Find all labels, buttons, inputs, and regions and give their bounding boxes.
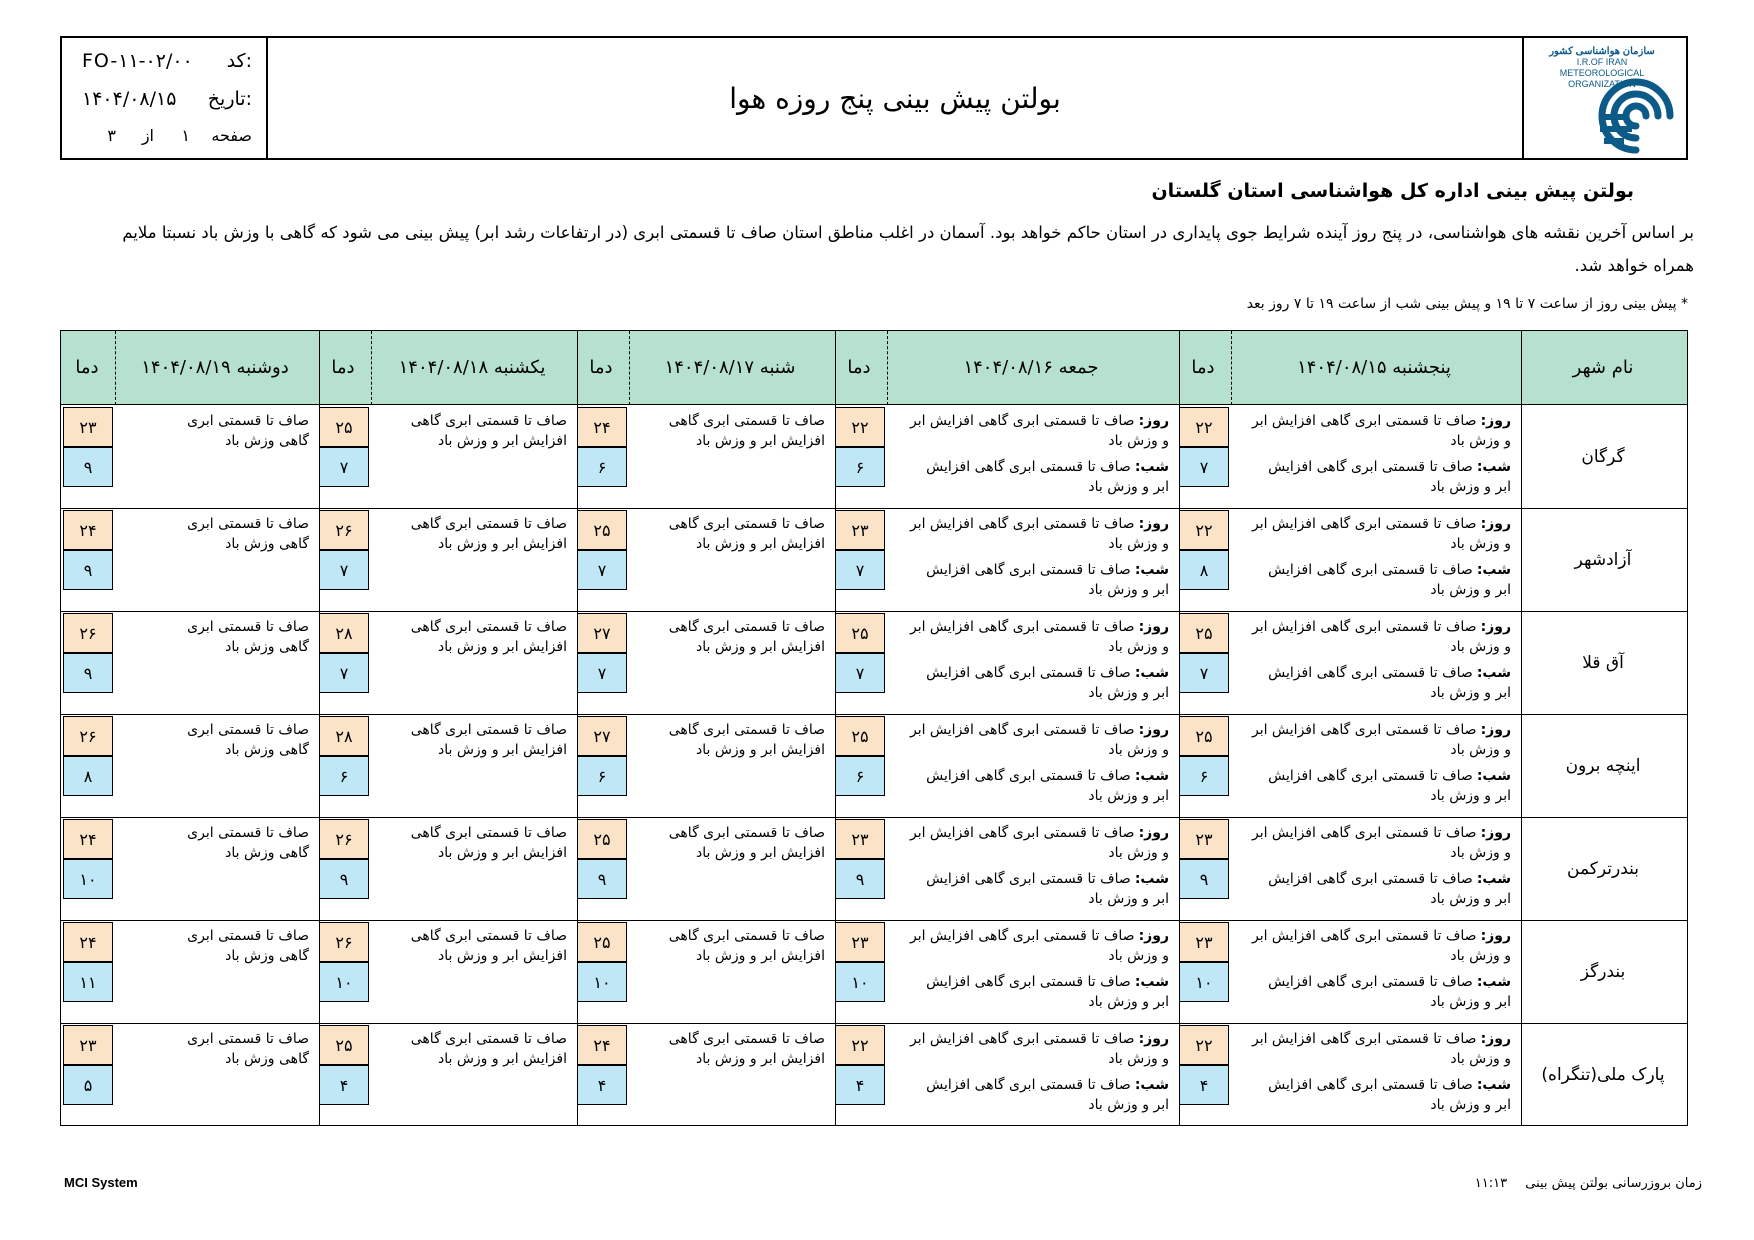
- max-temp: ۲۷: [577, 613, 627, 653]
- night-label: شب:: [1476, 768, 1511, 784]
- max-temp: ۲۲: [835, 1025, 885, 1065]
- max-temp: ۲۶: [319, 510, 369, 550]
- day-condition-text: صاف تا قسمتی ابری گاهی افزایش ابر و وزش باد: [909, 1031, 1169, 1067]
- code-row: [62, 44, 266, 78]
- logo-en-text-1: I.R.OF IRAN: [1576, 57, 1628, 67]
- condition-text: صاف تا قسمتی ابری گاهی افزایش ابر و وزش باد: [410, 413, 567, 449]
- min-temp: ۴: [1179, 1065, 1229, 1105]
- condition-night: [1251, 457, 1511, 497]
- temp-header-3: دما: [575, 331, 627, 405]
- min-temp: ۶: [835, 447, 885, 487]
- day-label: روز:: [1138, 413, 1169, 429]
- max-temp: ۲۲: [1179, 510, 1229, 550]
- night-label: شب:: [1476, 665, 1511, 681]
- footer-system: MCI System: [64, 1175, 138, 1190]
- org-logo: [1522, 38, 1686, 158]
- max-temp: ۲۵: [1179, 716, 1229, 756]
- day-label: روز:: [1480, 516, 1511, 532]
- row-line: [61, 508, 1687, 509]
- condition-day: [907, 1029, 1169, 1069]
- condition-text: صاف تا قسمتی ابری گاهی افزایش ابر و وزش باد: [410, 516, 567, 552]
- night-condition-text: صاف تا قسمتی ابری گاهی افزایش ابر و وزش باد: [1268, 768, 1511, 804]
- condition-text: صاف تا قسمتی ابری گاهی افزایش ابر و وزش باد: [668, 619, 825, 655]
- night-label: شب:: [1134, 974, 1169, 990]
- row-line: [61, 714, 1687, 715]
- night-label: شب:: [1134, 871, 1169, 887]
- night-label: شب:: [1134, 1077, 1169, 1093]
- max-temp: ۲۸: [319, 613, 369, 653]
- night-label: شب:: [1134, 665, 1169, 681]
- max-temp: ۲۲: [1179, 1025, 1229, 1065]
- condition-night: [907, 560, 1169, 600]
- condition-text: صاف تا قسمتی ابری گاهی افزایش ابر و وزش باد: [410, 1031, 567, 1067]
- night-label: شب:: [1476, 562, 1511, 578]
- day-label: روز:: [1138, 928, 1169, 944]
- condition-text: صاف تا قسمتی ابری گاهی افزایش ابر و وزش باد: [410, 722, 567, 758]
- max-temp: ۲۲: [1179, 407, 1229, 447]
- logo-fa-text: سازمان هواشناسی کشور: [1549, 46, 1655, 57]
- min-temp: ۱۰: [577, 962, 627, 1002]
- condition-day: [907, 926, 1169, 966]
- day-header-3: شنبه ۱۴۰۴/۰۸/۱۷: [627, 331, 833, 405]
- condition-text: صاف تا قسمتی ابری گاهی وزش باد: [187, 413, 309, 449]
- day-condition-text: صاف تا قسمتی ابری گاهی افزایش ابر و وزش باد: [1251, 928, 1511, 964]
- condition-night: [907, 457, 1169, 497]
- night-condition-text: صاف تا قسمتی ابری گاهی افزایش ابر و وزش باد: [1268, 562, 1511, 598]
- max-temp: ۲۵: [577, 819, 627, 859]
- section-heading: بولتن پیش بینی اداره کل هواشناسی استان گلستان: [1151, 180, 1634, 202]
- page-row: [62, 120, 266, 154]
- condition-text: صاف تا قسمتی ابری گاهی افزایش ابر و وزش باد: [668, 413, 825, 449]
- page-of: از: [141, 126, 154, 145]
- max-temp: ۲۳: [835, 922, 885, 962]
- max-temp: ۲۵: [1179, 613, 1229, 653]
- day-label: روز:: [1480, 722, 1511, 738]
- city-name: اینچه برون: [1565, 755, 1641, 776]
- forecast-table: [60, 330, 1688, 1126]
- row-line: [61, 920, 1687, 921]
- condition-day: [1251, 720, 1511, 760]
- night-condition-text: صاف تا قسمتی ابری گاهی افزایش ابر و وزش باد: [926, 768, 1169, 804]
- header-divider: [887, 331, 888, 405]
- condition-day: [1251, 514, 1511, 554]
- condition-day: [907, 823, 1169, 863]
- min-temp: ۶: [319, 756, 369, 796]
- day-header-5: دوشنبه ۱۴۰۴/۰۸/۱۹: [113, 331, 317, 405]
- min-temp: ۱۰: [1179, 962, 1229, 1002]
- night-condition-text: صاف تا قسمتی ابری گاهی افزایش ابر و وزش باد: [1268, 871, 1511, 907]
- night-label: شب:: [1476, 459, 1511, 475]
- day-condition-text: صاف تا قسمتی ابری گاهی افزایش ابر و وزش باد: [1251, 619, 1511, 655]
- night-label: شب:: [1476, 1077, 1511, 1093]
- temp-header-1: دما: [1177, 331, 1229, 405]
- max-temp: ۲۴: [577, 1025, 627, 1065]
- night-label: شب:: [1476, 974, 1511, 990]
- night-label: شب:: [1134, 459, 1169, 475]
- day-label: روز:: [1480, 928, 1511, 944]
- city-name: بندرترکمن: [1567, 858, 1639, 879]
- max-temp: ۲۴: [577, 407, 627, 447]
- forecast-paragraph: بر اساس آخرین نقشه های هواشناسی، در پنج روز آینده شرایط جوی پایداری در استان حاکم خواهد بود. آسمان در اغلب مناطق استان صاف تا قسمتی ابری (در ارتفاعات رشد ابر) پیش بینی می شود که گاهی با وزش باد نسبتا ملایم همراه خواهد شد.: [122, 223, 1694, 275]
- row-line: [61, 1023, 1687, 1024]
- min-temp: ۵: [63, 1065, 113, 1105]
- condition-text: صاف تا قسمتی ابری گاهی افزایش ابر و وزش باد: [668, 516, 825, 552]
- day-label: روز:: [1138, 1031, 1169, 1047]
- max-temp: ۲۳: [835, 819, 885, 859]
- night-condition-text: صاف تا قسمتی ابری گاهی افزایش ابر و وزش باد: [1268, 665, 1511, 701]
- night-condition-text: صاف تا قسمتی ابری گاهی افزایش ابر و وزش باد: [1268, 459, 1511, 495]
- min-temp: ۷: [835, 550, 885, 590]
- day-condition-text: صاف تا قسمتی ابری گاهی افزایش ابر و وزش باد: [1251, 722, 1511, 758]
- min-temp: ۱۰: [835, 962, 885, 1002]
- condition-night: [1251, 766, 1511, 806]
- footer-update-time: ۱۱:۱۳: [1474, 1176, 1508, 1191]
- max-temp: ۲۳: [63, 407, 113, 447]
- night-condition-text: صاف تا قسمتی ابری گاهی افزایش ابر و وزش باد: [926, 562, 1169, 598]
- condition-night: [907, 1075, 1169, 1115]
- night-condition-text: صاف تا قسمتی ابری گاهی افزایش ابر و وزش باد: [926, 871, 1169, 907]
- header-box: [60, 36, 1688, 160]
- max-temp: ۲۸: [319, 716, 369, 756]
- temp-header-4: دما: [317, 331, 369, 405]
- night-condition-text: صاف تا قسمتی ابری گاهی افزایش ابر و وزش باد: [1268, 974, 1511, 1010]
- date-label: تاریخ:: [207, 88, 252, 110]
- condition-text: صاف تا قسمتی ابری گاهی وزش باد: [187, 516, 309, 552]
- page-total: ۳: [107, 126, 116, 145]
- condition-day: [1251, 823, 1511, 863]
- condition-text: صاف تا قسمتی ابری گاهی وزش باد: [187, 722, 309, 758]
- min-temp: ۹: [577, 859, 627, 899]
- day-condition-text: صاف تا قسمتی ابری گاهی افزایش ابر و وزش باد: [1251, 825, 1511, 861]
- min-temp: ۴: [835, 1065, 885, 1105]
- condition-night: [907, 663, 1169, 703]
- city-name: پارک ملی(تنگراه): [1541, 1064, 1665, 1085]
- min-temp: ۱۰: [63, 859, 113, 899]
- condition-night: [907, 972, 1169, 1012]
- min-temp: ۶: [577, 447, 627, 487]
- condition-night: [1251, 869, 1511, 909]
- min-temp: ۹: [835, 859, 885, 899]
- condition-text: صاف تا قسمتی ابری گاهی افزایش ابر و وزش باد: [668, 928, 825, 964]
- temp-header-2: دما: [833, 331, 885, 405]
- min-temp: ۶: [577, 756, 627, 796]
- header-divider: [629, 331, 630, 405]
- min-temp: ۷: [577, 550, 627, 590]
- min-temp: ۷: [319, 550, 369, 590]
- footer-update: [1475, 1176, 1702, 1191]
- city-name: آزادشهر: [1574, 549, 1632, 570]
- condition-night: [1251, 663, 1511, 703]
- day-condition-text: صاف تا قسمتی ابری گاهی افزایش ابر و وزش باد: [909, 516, 1169, 552]
- min-temp: ۸: [63, 756, 113, 796]
- min-temp: ۷: [1179, 447, 1229, 487]
- day-condition-text: صاف تا قسمتی ابری گاهی افزایش ابر و وزش باد: [909, 722, 1169, 758]
- condition-text: صاف تا قسمتی ابری گاهی وزش باد: [187, 928, 309, 964]
- max-temp: ۲۶: [319, 922, 369, 962]
- condition-day: [1251, 617, 1511, 657]
- max-temp: ۲۴: [63, 510, 113, 550]
- day-label: روز:: [1480, 413, 1511, 429]
- page-label: صفحه: [211, 126, 252, 145]
- footer-update-label: زمان بروزرسانی بولتن پیش بینی: [1525, 1176, 1702, 1191]
- night-label: شب:: [1134, 768, 1169, 784]
- forecast-note: * پیش بینی روز از ساعت ۷ تا ۱۹ و پیش بینی شب از ساعت ۱۹ تا ۷ روز بعد: [1246, 296, 1688, 312]
- condition-text: صاف تا قسمتی ابری گاهی افزایش ابر و وزش باد: [668, 722, 825, 758]
- night-label: شب:: [1134, 562, 1169, 578]
- city-name: آق قلا: [1582, 652, 1624, 673]
- meteorological-logo-icon: [1594, 74, 1678, 158]
- condition-day: [1251, 926, 1511, 966]
- min-temp: ۹: [1179, 859, 1229, 899]
- max-temp: ۲۷: [577, 716, 627, 756]
- day-condition-text: صاف تا قسمتی ابری گاهی افزایش ابر و وزش باد: [1251, 516, 1511, 552]
- max-temp: ۲۶: [319, 819, 369, 859]
- city-name: بندرگز: [1580, 961, 1626, 982]
- date-value: ۱۴۰۴/۰۸/۱۵: [82, 88, 177, 110]
- max-temp: ۲۳: [1179, 819, 1229, 859]
- day-condition-text: صاف تا قسمتی ابری گاهی افزایش ابر و وزش باد: [1251, 1031, 1511, 1067]
- code-label: کد:: [226, 50, 252, 72]
- condition-text: صاف تا قسمتی ابری گاهی افزایش ابر و وزش باد: [410, 928, 567, 964]
- min-temp: ۷: [1179, 653, 1229, 693]
- day-label: روز:: [1138, 516, 1169, 532]
- temp-header-5: دما: [61, 331, 113, 405]
- day-label: روز:: [1138, 619, 1169, 635]
- max-temp: ۲۵: [577, 510, 627, 550]
- condition-text: صاف تا قسمتی ابری گاهی افزایش ابر و وزش باد: [668, 825, 825, 861]
- day-condition-text: صاف تا قسمتی ابری گاهی افزایش ابر و وزش باد: [909, 825, 1169, 861]
- logo-en-text-2: METEOROLOGICAL: [1559, 68, 1645, 78]
- max-temp: ۲۵: [577, 922, 627, 962]
- min-temp: ۶: [1179, 756, 1229, 796]
- max-temp: ۲۵: [319, 407, 369, 447]
- condition-text: صاف تا قسمتی ابری گاهی وزش باد: [187, 619, 309, 655]
- day-label: روز:: [1138, 722, 1169, 738]
- min-temp: ۹: [63, 653, 113, 693]
- condition-day: [907, 514, 1169, 554]
- condition-day: [907, 617, 1169, 657]
- city-name: گرگان: [1581, 446, 1625, 467]
- min-temp: ۷: [577, 653, 627, 693]
- condition-night: [1251, 560, 1511, 600]
- condition-day: [907, 411, 1169, 451]
- min-temp: ۴: [577, 1065, 627, 1105]
- header-divider: [371, 331, 372, 405]
- night-condition-text: صاف تا قسمتی ابری گاهی افزایش ابر و وزش باد: [926, 459, 1169, 495]
- min-temp: ۴: [319, 1065, 369, 1105]
- day-condition-text: صاف تا قسمتی ابری گاهی افزایش ابر و وزش باد: [909, 619, 1169, 655]
- min-temp: ۷: [319, 447, 369, 487]
- condition-night: [907, 869, 1169, 909]
- condition-night: [907, 766, 1169, 806]
- day-condition-text: صاف تا قسمتی ابری گاهی افزایش ابر و وزش باد: [909, 413, 1169, 449]
- row-line: [61, 611, 1687, 612]
- day-label: روز:: [1480, 825, 1511, 841]
- max-temp: ۲۳: [63, 1025, 113, 1065]
- condition-day: [907, 720, 1169, 760]
- min-temp: ۶: [835, 756, 885, 796]
- day-condition-text: صاف تا قسمتی ابری گاهی افزایش ابر و وزش باد: [1251, 413, 1511, 449]
- max-temp: ۲۲: [835, 407, 885, 447]
- day-condition-text: صاف تا قسمتی ابری گاهی افزایش ابر و وزش باد: [909, 928, 1169, 964]
- max-temp: ۲۵: [319, 1025, 369, 1065]
- max-temp: ۲۳: [835, 510, 885, 550]
- header-divider: [1231, 331, 1232, 405]
- page-number: ۱: [181, 126, 190, 145]
- max-temp: ۲۴: [63, 819, 113, 859]
- night-label: شب:: [1476, 871, 1511, 887]
- condition-text: صاف تا قسمتی ابری گاهی وزش باد: [187, 1031, 309, 1067]
- min-temp: ۸: [1179, 550, 1229, 590]
- row-line: [61, 817, 1687, 818]
- day-header-2: جمعه ۱۴۰۴/۰۸/۱۶: [885, 331, 1177, 405]
- day-label: روز:: [1480, 1031, 1511, 1047]
- header-divider: [115, 331, 116, 405]
- condition-day: [1251, 1029, 1511, 1069]
- page-title: بولتن پیش بینی پنج روزه هوا: [729, 81, 1061, 115]
- min-temp: ۷: [319, 653, 369, 693]
- min-temp: ۹: [319, 859, 369, 899]
- night-condition-text: صاف تا قسمتی ابری گاهی افزایش ابر و وزش باد: [926, 974, 1169, 1010]
- condition-night: [1251, 972, 1511, 1012]
- night-condition-text: صاف تا قسمتی ابری گاهی افزایش ابر و وزش باد: [926, 1077, 1169, 1113]
- date-row: [62, 82, 266, 116]
- condition-night: [1251, 1075, 1511, 1115]
- min-temp: ۹: [63, 550, 113, 590]
- max-temp: ۲۵: [835, 716, 885, 756]
- condition-text: صاف تا قسمتی ابری گاهی افزایش ابر و وزش باد: [668, 1031, 825, 1067]
- doc-meta: [62, 38, 268, 158]
- condition-text: صاف تا قسمتی ابری گاهی افزایش ابر و وزش باد: [410, 825, 567, 861]
- night-condition-text: صاف تا قسمتی ابری گاهی افزایش ابر و وزش باد: [926, 665, 1169, 701]
- max-temp: ۲۵: [835, 613, 885, 653]
- max-temp: ۲۶: [63, 716, 113, 756]
- day-header-4: یکشنبه ۱۴۰۴/۰۸/۱۸: [369, 331, 575, 405]
- code-value: FO-۱۱-۰۲/۰۰: [82, 50, 193, 72]
- logo-en-text-3: ORGANIZATION: [1568, 79, 1636, 89]
- day-header-1: پنجشنبه ۱۴۰۴/۰۸/۱۵: [1229, 331, 1519, 405]
- city-column-header: نام شهر: [1519, 331, 1687, 405]
- max-temp: ۲۴: [63, 922, 113, 962]
- day-label: روز:: [1138, 825, 1169, 841]
- min-temp: ۱۱: [63, 962, 113, 1002]
- condition-text: صاف تا قسمتی ابری گاهی وزش باد: [187, 825, 309, 861]
- min-temp: ۷: [835, 653, 885, 693]
- condition-day: [1251, 411, 1511, 451]
- night-condition-text: صاف تا قسمتی ابری گاهی افزایش ابر و وزش باد: [1268, 1077, 1511, 1113]
- max-temp: ۲۶: [63, 613, 113, 653]
- max-temp: ۲۳: [1179, 922, 1229, 962]
- min-temp: ۱۰: [319, 962, 369, 1002]
- day-label: روز:: [1480, 619, 1511, 635]
- min-temp: ۹: [63, 447, 113, 487]
- condition-text: صاف تا قسمتی ابری گاهی افزایش ابر و وزش باد: [410, 619, 567, 655]
